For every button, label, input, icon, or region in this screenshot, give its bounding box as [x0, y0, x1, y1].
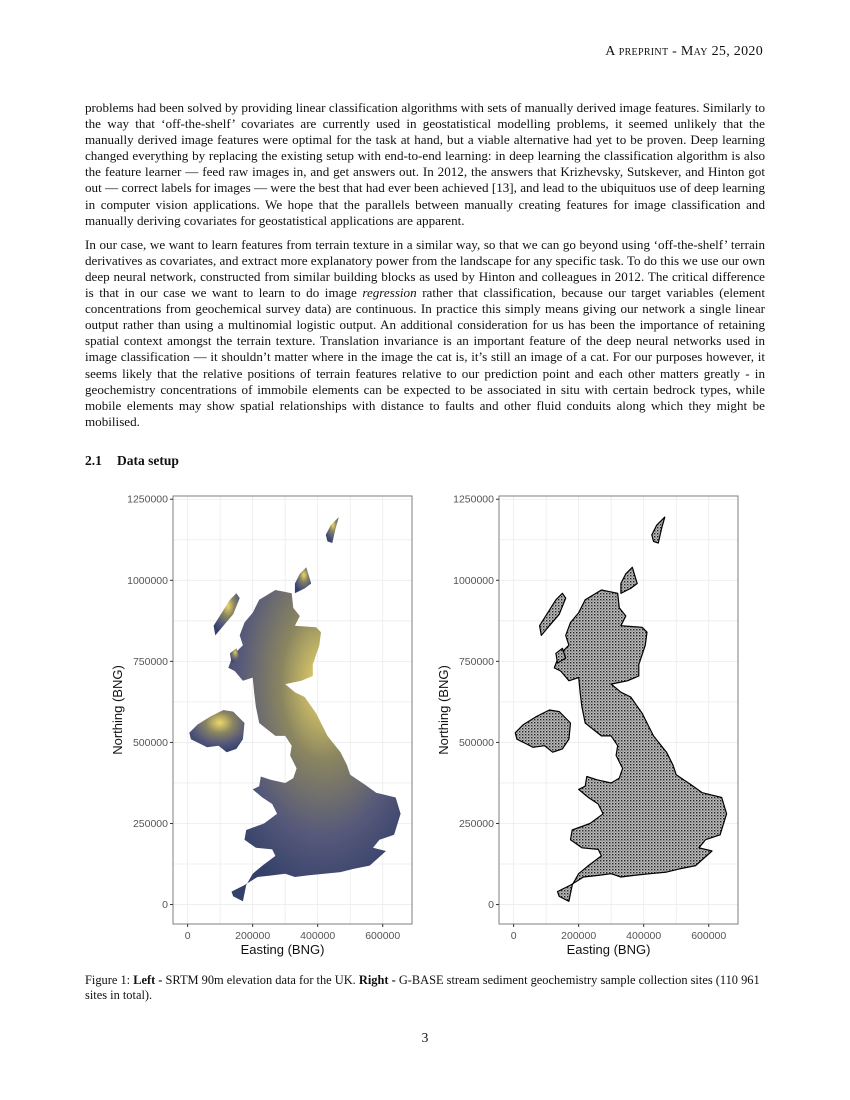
elevation-map-panel: [100, 485, 430, 960]
section-number: 2.1: [85, 453, 102, 468]
figure-caption: [85, 973, 765, 1003]
svg-text:500000: 500000: [458, 736, 494, 749]
svg-text:400000: 400000: [626, 930, 662, 942]
svg-text:0: 0: [510, 930, 517, 942]
svg-text:750000: 750000: [458, 655, 494, 668]
svg-text:0: 0: [184, 930, 191, 942]
caption-right-text: G-BASE stream sediment geochemistry sample collection sites (110 961 sites in total).: [85, 973, 760, 1002]
paragraph-2-emphasis: regression: [362, 285, 417, 301]
svg-text:0: 0: [162, 899, 168, 912]
svg-text:200000: 200000: [235, 930, 271, 942]
paragraph-2-text-before: In our case, we want to learn features from terrain texture in a similar way, so that we can go beyond using ‘off-the-shelf’ terrain derivatives as covariates, and extract more explanatory power from the landscape for any specific task. To do this we use our own deep neural network, constructed from similar building blocks as used by Hinton and colleagues in 2012. The critical difference is that in our case we want to learn to do image: [85, 236, 765, 301]
svg-text:600000: 600000: [691, 930, 727, 942]
page-number: 3: [421, 1030, 429, 1045]
section-title: Data setup: [117, 453, 179, 468]
running-head: [605, 44, 763, 60]
svg-text:400000: 400000: [300, 930, 336, 942]
paragraph-1: problems had been solved by providing linear classification algorithms with sets of manually derived image features. Similarly to the way that ‘off-the-shelf’ covariates are currently used in geostatistical modelling problems, it seemed unlikely that the manually derived image features were optimal for the task at hand, but a viable alternative had yet to be proven. Deep learning changed everything by replacing the existing setup with end-to-end learning: in deep learning the classification algorithm is also the feature learner — feed raw images in, and get answers out. In 2012, the answers that Krizhevsky, Sutskever, and Hinton got out — correct labels for images — were the best that had ever been achieved [13], and lead to the ubiquituos use of deep learning in computer vision applications. We hope that the parallels between manually creating features for image classification and manually deriving covariates for geostatistical applications are apparent.: [85, 100, 765, 228]
svg-text:750000: 750000: [132, 655, 168, 668]
running-head-date: May 25, 2020: [680, 44, 763, 59]
body-text: [85, 100, 765, 438]
section-heading: [85, 453, 179, 469]
caption-label: Figure 1:: [85, 973, 134, 987]
caption-right-label: Right -: [358, 973, 399, 987]
paragraph-2-text-after: rather that classification, because our target variables (element concentrations from geochemical survey data) are continuous. In practice this simply means giving our network a single linear output rather than using a multinomial logistic output. An additional consideration for us has been the importance of retaining spatial context amongst the terrain texture. Translation invariance is an important feature of the deep neural networks used in image classification — it shouldn’t matter where in the image the cat is, it’s still an image of a cat. For our purposes however, it seems likely that the relative positions of terrain features relative to our prediction point and each other matters greatly - in geochemistry concentrations of immobile elements can be expected to be associated in situ with certain bedrock types, while mobile elements may show spatial relationships with distance to faults and other fluid conduits along which they might be mobilised.: [85, 285, 765, 429]
map-svg: [426, 485, 756, 960]
svg-text:600000: 600000: [365, 930, 401, 942]
svg-text:250000: 250000: [132, 817, 168, 830]
svg-text:0: 0: [488, 899, 494, 912]
svg-text:500000: 500000: [132, 736, 168, 749]
caption-left-label: Left -: [133, 973, 166, 987]
svg-text:Easting (BNG): Easting (BNG): [566, 942, 651, 957]
map-svg: [100, 485, 430, 960]
svg-text:Northing (BNG): Northing (BNG): [436, 665, 451, 755]
svg-text:1250000: 1250000: [453, 493, 494, 506]
svg-text:200000: 200000: [561, 930, 597, 942]
svg-text:1000000: 1000000: [453, 574, 494, 587]
sample-sites-map-panel: [426, 485, 756, 960]
paragraph-2: [85, 237, 765, 430]
running-head-separator: -: [668, 44, 681, 59]
figure-1: [100, 485, 750, 960]
svg-text:Easting (BNG): Easting (BNG): [240, 942, 325, 957]
svg-text:Northing (BNG): Northing (BNG): [110, 665, 125, 755]
svg-text:1000000: 1000000: [127, 574, 168, 587]
svg-text:1250000: 1250000: [127, 493, 168, 506]
svg-text:250000: 250000: [458, 817, 494, 830]
running-head-prefix: A preprint: [605, 44, 669, 59]
caption-left-text: SRTM 90m elevation data for the UK.: [165, 973, 359, 987]
